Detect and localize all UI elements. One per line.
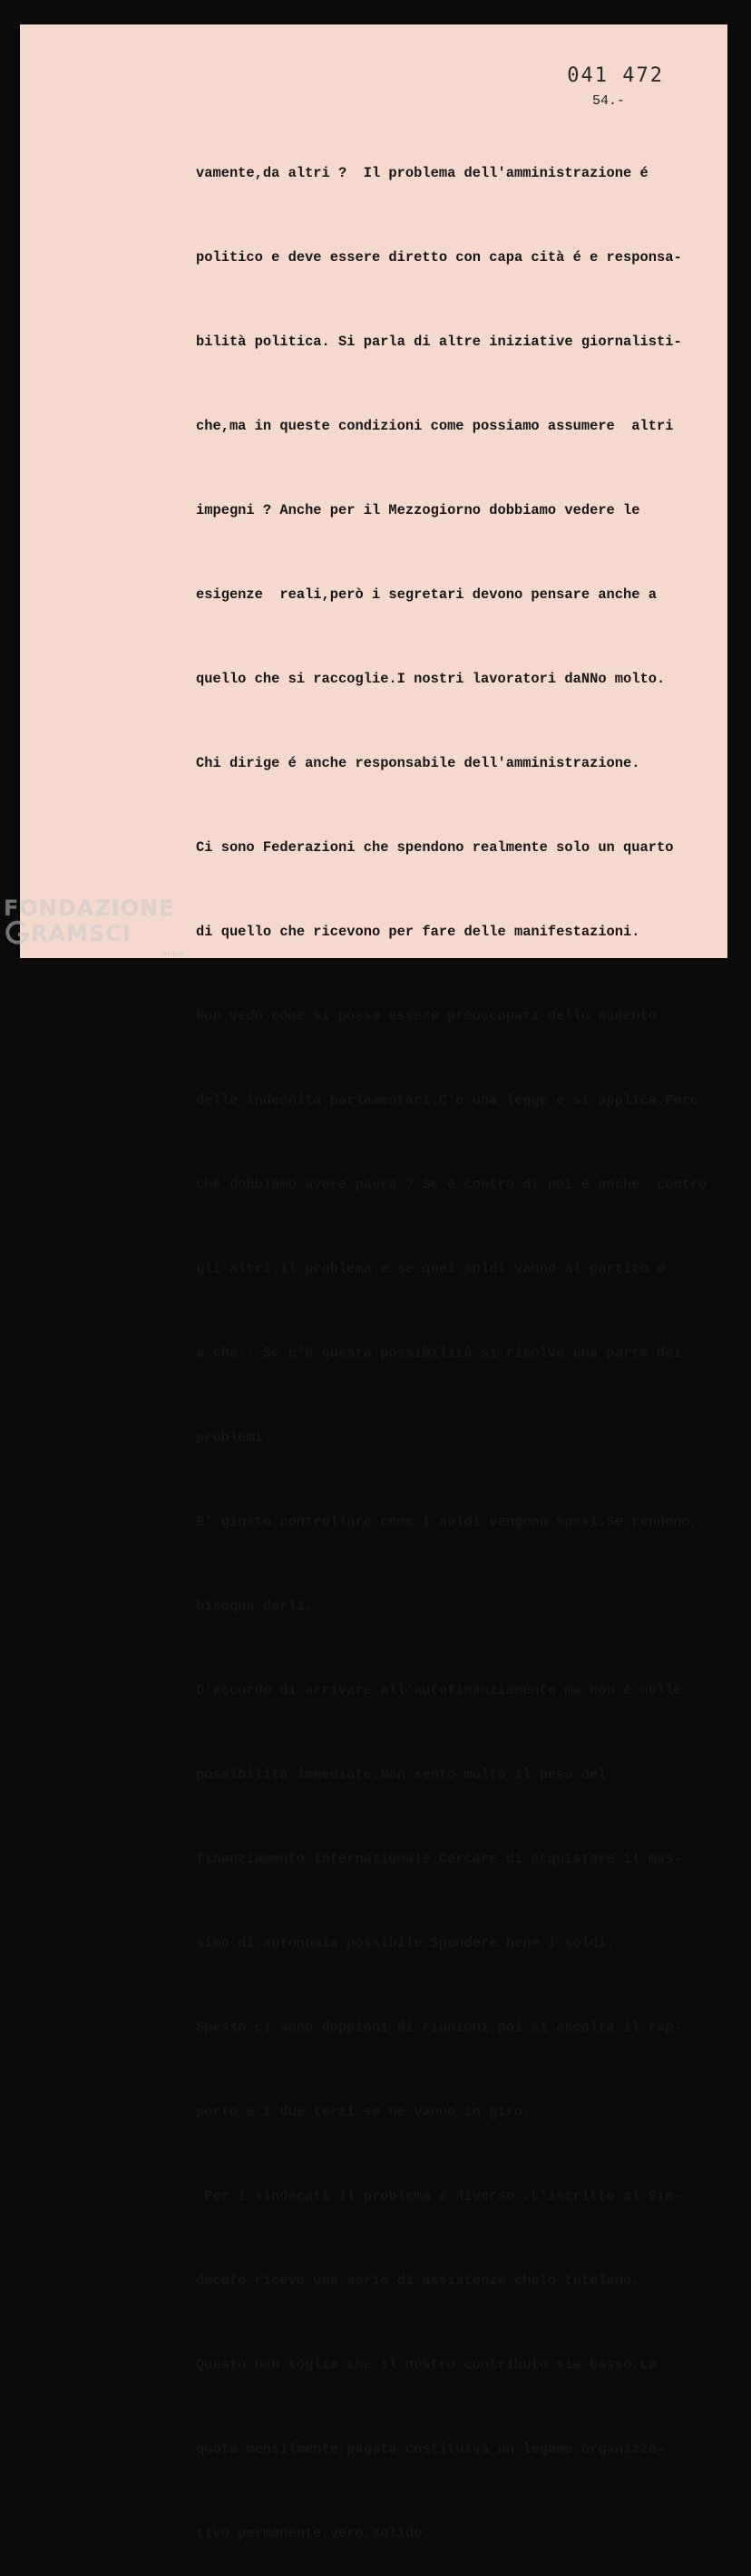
text-line: Questo non toglie che il nostro contributo sia basso.La: [196, 2357, 657, 2373]
text-line: Spesso ci sono doppioni di riunioni,poi si ascolta il rap-: [196, 2019, 682, 2036]
text-line: delle indennità parlamentari.C'é una legge e si applica.Pere: [196, 1092, 699, 1109]
text-line: che,ma in queste condizioni come possiamo assumere altri: [196, 418, 674, 434]
text-line: D'accordo di arrivare all'autofinanziamento ma non é nelle: [196, 1682, 682, 1699]
fondazione-gramsci-watermark: [4, 896, 194, 968]
text-line: politico e deve essere diretto con capa cità é e responsa-: [196, 249, 682, 266]
watermark-subtitle: RAMSCI: [31, 921, 132, 946]
text-line: a che . Se c'é questa possibilità si risolve una parte dei: [196, 1345, 682, 1361]
text-line: porto e i due terzi se ne vanno in giro.: [196, 2104, 532, 2120]
text-line: bilità politica. Si parla di altre iniziative giornalisti-: [196, 334, 682, 350]
text-line: esigenze reali,però i segretari devono pensare anche a: [196, 586, 657, 603]
archive-number: 041 472: [567, 64, 664, 87]
text-line: simo di autonomia possibile.Spendere bene i soldi.: [196, 1935, 615, 1951]
typewritten-text: [196, 103, 731, 2576]
text-line: finanziamento internazionale.Cercare di acquistare il mas-: [196, 1851, 682, 1867]
page-number: 54.-: [591, 93, 625, 109]
text-line: ché dobbiamo avere paura ? Se é contro di noi é anche contro: [196, 1177, 707, 1193]
text-line: Per i sindacati il problema é diverso .L'iscritto al Sin-: [196, 2188, 682, 2204]
text-line: quota mensilmente pagata costituiva un legame organizza-: [196, 2441, 666, 2457]
text-line: di quello che ricevono per fare delle manifestazioni.: [196, 924, 640, 940]
text-line: Chi dirige é anche responsabile dell'amministrazione.: [196, 755, 640, 771]
text-line: gli altri.Il problema é se quei soldi vanno al partito o: [196, 1261, 666, 1277]
text-line: Ci sono Federazioni che spendono realmente solo un quarto: [196, 839, 674, 856]
watermark-title: FONDAZIONE: [4, 896, 175, 921]
text-line: Non vedo come si possa essere preoccupati dello aumento: [196, 1008, 657, 1024]
watermark-g-logo-icon: [4, 919, 31, 946]
text-line: dacato riceve una serie di assistenze chelo tutelano.: [196, 2272, 640, 2289]
watermark-onlus: onlus: [162, 950, 185, 959]
text-line: quello che si raccoglie.I nostri lavoratori daNNo molto.: [196, 671, 666, 687]
text-line: problemi.: [196, 1429, 272, 1446]
text-line: E' giusto controllare come i soldi vengono spesi.Se rendono,: [196, 1514, 699, 1530]
text-line: vamente,da altri ? Il problema dell'amministrazione é: [196, 165, 649, 181]
text-line: possibilità immediate.Non sento molto il peso del: [196, 1767, 607, 1783]
text-line: impegni ? Anche per il Mezzogiorno dobbiamo vedere le: [196, 502, 640, 518]
text-line: bisogna darli.: [196, 1598, 314, 1614]
text-line: tivo permanente,vero,solido.: [196, 2525, 431, 2542]
